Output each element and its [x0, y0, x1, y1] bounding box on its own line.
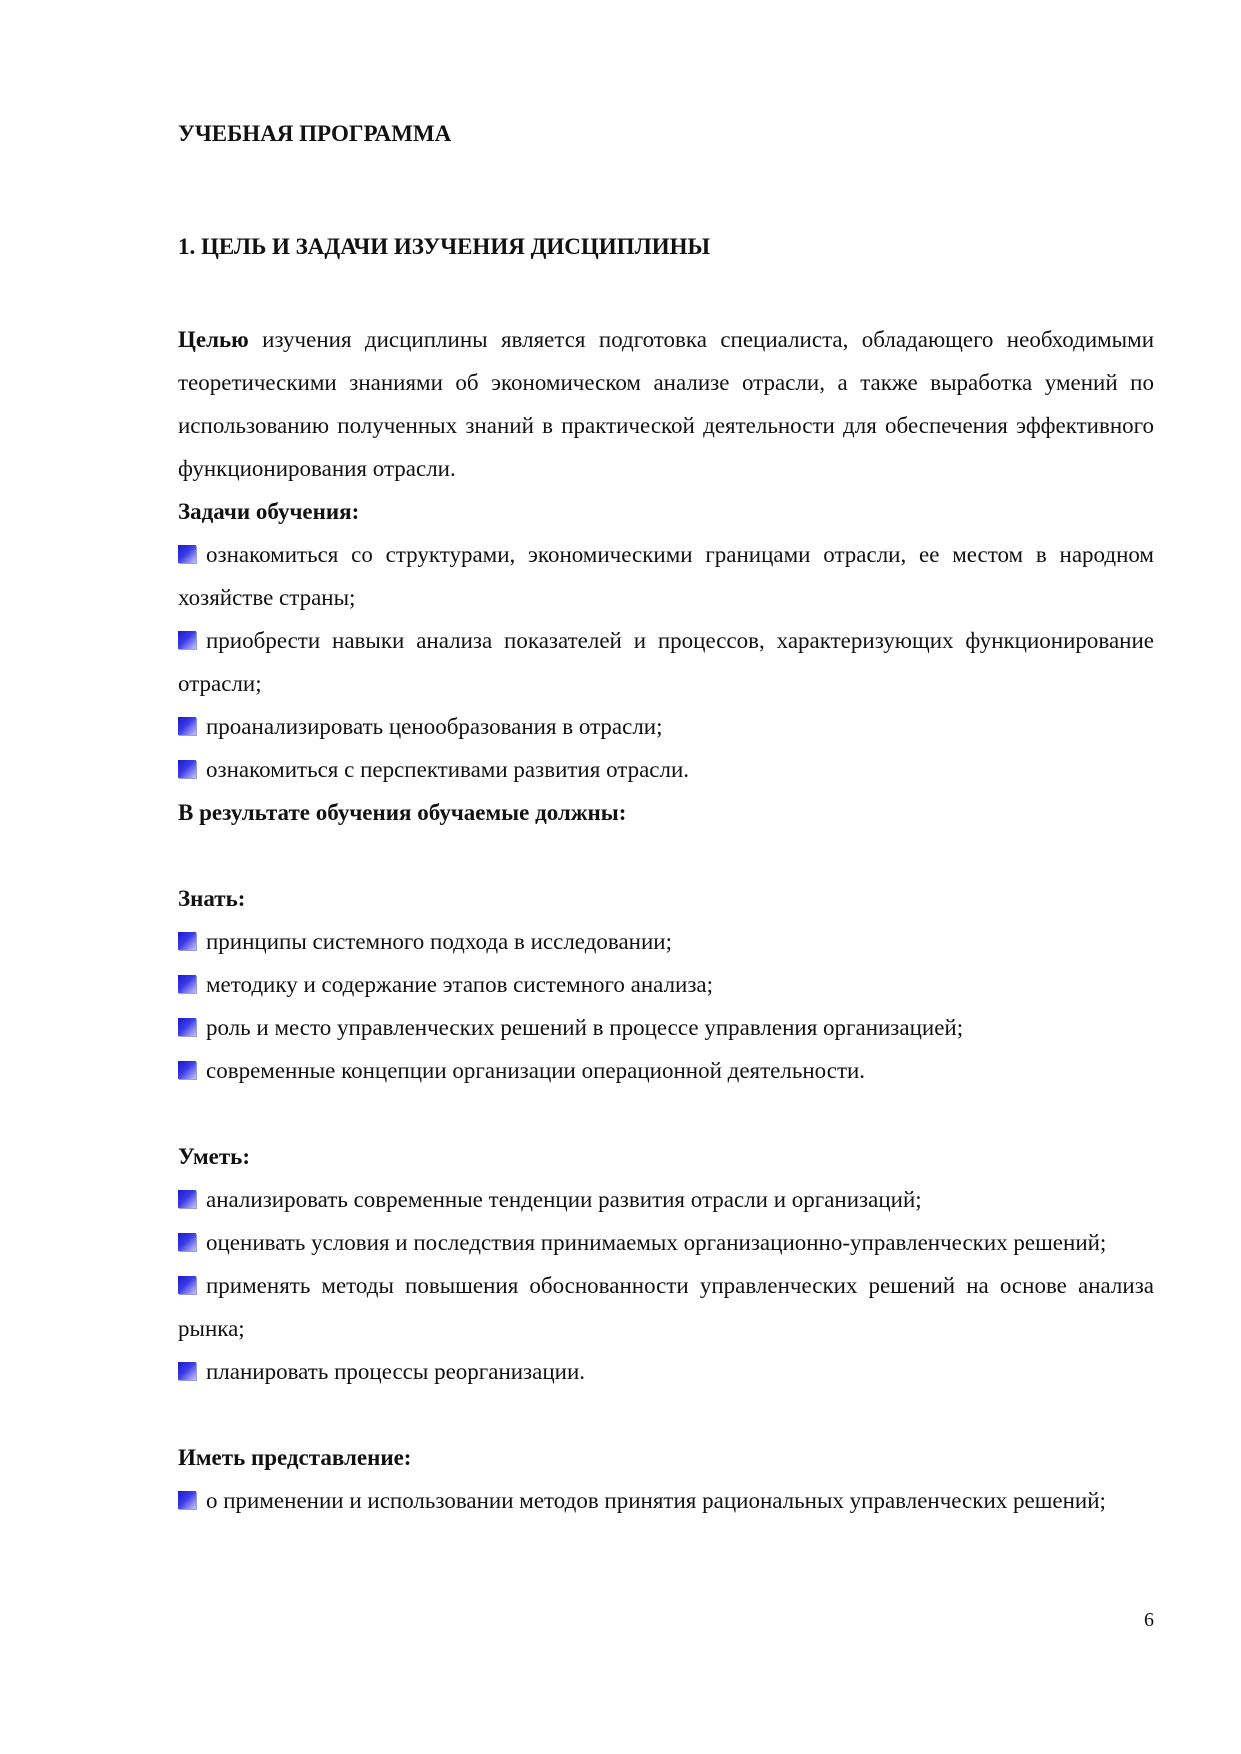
- task-text: ознакомиться со структурами, экономическими границами отрасли, ее местом в народном хозяйстве страны;: [178, 542, 1154, 610]
- square-bullet-icon: [178, 760, 196, 778]
- know-item: [178, 920, 1154, 963]
- task-text: приобрести навыки анализа показателей и процессов, характеризующих функционирование отрасли;: [178, 628, 1154, 696]
- results-heading: В результате обучения обучаемые должны:: [178, 800, 627, 825]
- know-text: роль и место управленческих решений в процессе управления организацией;: [206, 1015, 964, 1040]
- task-item: [178, 533, 1154, 619]
- idea-heading: Иметь представление:: [178, 1445, 412, 1470]
- section-title: 1. ЦЕЛЬ И ЗАДАЧИ ИЗУЧЕНИЯ ДИСЦИПЛИНЫ: [178, 234, 711, 259]
- able-item: [178, 1178, 1154, 1221]
- able-item: [178, 1264, 1154, 1350]
- square-bullet-icon: [178, 1190, 196, 1208]
- able-text: планировать процессы реорганизации.: [206, 1359, 586, 1384]
- square-bullet-icon: [178, 1362, 196, 1380]
- know-text: принципы системного подхода в исследовании;: [206, 929, 672, 954]
- document-title: УЧЕБНАЯ ПРОГРАММА: [178, 121, 452, 146]
- square-bullet-icon: [178, 1276, 196, 1294]
- task-text: проанализировать ценообразования в отрасли;: [206, 714, 663, 739]
- spacer: [178, 1393, 1154, 1436]
- square-bullet-icon: [178, 1061, 196, 1079]
- know-item: [178, 963, 1154, 1006]
- square-bullet-icon: [178, 631, 196, 649]
- know-item: [178, 1049, 1154, 1092]
- task-item: [178, 705, 1154, 748]
- spacer: [178, 1092, 1154, 1135]
- task-text: ознакомиться с перспективами развития отрасли.: [206, 757, 690, 782]
- goal-text: изучения дисциплины является подготовка специалиста, обладающего необходимыми теоретическими знаниями об экономическом анализе отрасли, а также выработка умений по использованию полученных знаний в практической деятельности для обеспечения эффективного функционирования отрасли.: [178, 327, 1154, 481]
- square-bullet-icon: [178, 932, 196, 950]
- idea-item: [178, 1479, 1154, 1522]
- able-item: [178, 1221, 1154, 1264]
- square-bullet-icon: [178, 975, 196, 993]
- page-number: 6: [1144, 1609, 1154, 1631]
- idea-text: о применении и использовании методов принятия рациональных управленческих решений;: [206, 1488, 1106, 1513]
- able-text: применять методы повышения обоснованности управленческих решений на основе анализа рынка;: [178, 1273, 1154, 1341]
- able-text: анализировать современные тенденции развития отрасли и организаций;: [206, 1187, 922, 1212]
- know-text: современные концепции организации операционной деятельности.: [206, 1058, 866, 1083]
- able-item: [178, 1350, 1154, 1393]
- spacer: [178, 834, 1154, 877]
- know-item: [178, 1006, 1154, 1049]
- square-bullet-icon: [178, 1491, 196, 1509]
- document-page: [178, 0, 1154, 1754]
- square-bullet-icon: [178, 1233, 196, 1251]
- know-text: методику и содержание этапов системного анализа;: [206, 972, 714, 997]
- goal-paragraph: [178, 318, 1154, 490]
- square-bullet-icon: [178, 717, 196, 735]
- square-bullet-icon: [178, 545, 196, 563]
- able-heading: Уметь:: [178, 1144, 250, 1169]
- tasks-heading: Задачи обучения:: [178, 499, 360, 524]
- know-heading: Знать:: [178, 886, 246, 911]
- goal-lead: Целью: [178, 327, 249, 352]
- square-bullet-icon: [178, 1018, 196, 1036]
- document-body: [178, 318, 1154, 1522]
- task-item: [178, 748, 1154, 791]
- able-text: оценивать условия и последствия принимаемых организационно-управленческих решений;: [206, 1230, 1107, 1255]
- task-item: [178, 619, 1154, 705]
